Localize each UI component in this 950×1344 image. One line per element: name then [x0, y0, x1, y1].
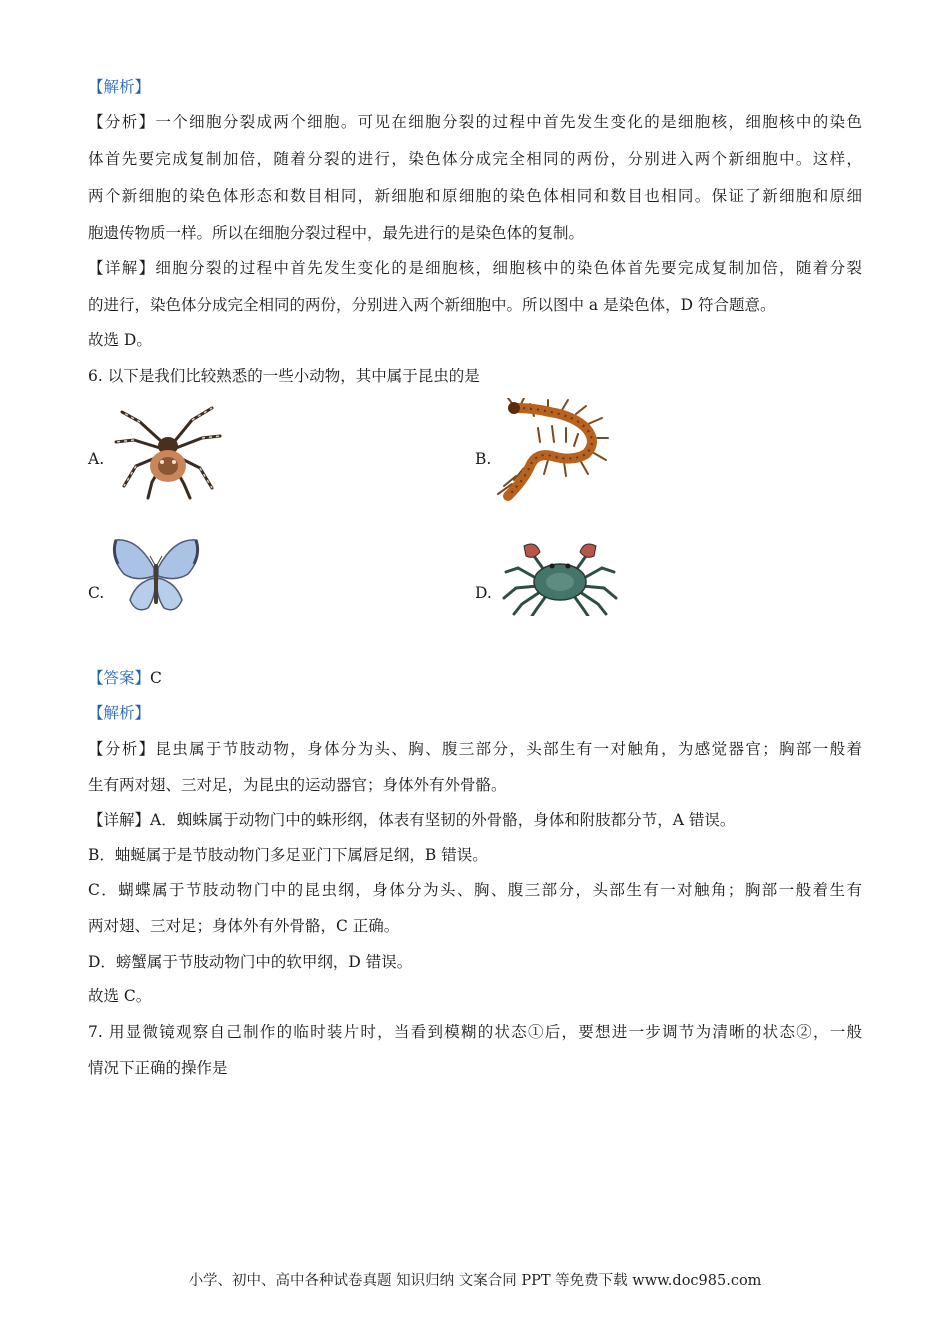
question-7-stem-line: 7. 用显微镜观察自己制作的临时装片时，当看到模糊的状态①后，要想进一步调节为清晰的状态②，一般	[88, 1023, 862, 1041]
option-d-label: D.	[475, 584, 492, 602]
detail-paragraph-line: 的进行，染色体分成完全相同的两份，分别进入两个新细胞中。所以图中 a 是染色体，D 符合题意。	[88, 296, 776, 314]
option-b-label: B.	[475, 450, 492, 468]
detail-head: 【详解】	[88, 259, 156, 277]
analysis-paragraph-line: 【分析】一个细胞分裂成两个细胞。可见在细胞分裂的过程中首先发生变化的是细胞核，细胞核中的染色	[88, 113, 862, 131]
detail-paragraph-line: D．螃蟹属于节肢动物门中的软甲纲，D 错误。	[88, 953, 413, 971]
option-a-label: A.	[88, 450, 105, 468]
analysis-tag: 【解析】	[88, 78, 151, 96]
question-6-stem: 6. 以下是我们比较熟悉的一些小动物，其中属于昆虫的是	[88, 367, 480, 385]
detail-paragraph-line: 【详解】A．蜘蛛属于动物门中的蛛形纲，体表有坚韧的外骨骼，身体和附肢都分节，A 错误。	[88, 811, 736, 829]
analysis-paragraph-line: 体首先要完成复制加倍，随着分裂的进行，染色体分成完全相同的两份，分别进入两个新细胞中。这样，	[88, 150, 862, 168]
analysis-tag: 【解析】	[88, 704, 151, 722]
spider-image	[112, 400, 224, 506]
analysis-paragraph-line: 两个新细胞的染色体形态和数目相同，新细胞和原细胞的染色体相同和数目也相同。保证了新细胞和原细	[88, 187, 862, 205]
option-c-label: C.	[88, 584, 105, 602]
question-7-stem-line: 情况下正确的操作是	[88, 1059, 228, 1077]
analysis-head: 【分析】	[88, 740, 156, 758]
analysis-paragraph-line: 胞遗传物质一样。所以在细胞分裂过程中，最先进行的是染色体的复制。	[88, 224, 585, 242]
detail-paragraph-line: 两对翅、三对足；身体外有外骨骼，C 正确。	[88, 917, 400, 935]
crab-image	[500, 540, 620, 620]
detail-head: 【详解】	[88, 811, 151, 829]
centipede-image	[494, 398, 612, 508]
butterfly-image	[108, 538, 204, 622]
conclusion: 故选 D。	[88, 331, 152, 349]
analysis-paragraph-line: 【分析】昆虫属于节肢动物，身体分为头、胸、腹三部分，头部生有一对触角，为感觉器官；胸部一般着	[88, 740, 862, 758]
analysis-head: 【分析】	[88, 113, 156, 131]
detail-paragraph-line: C．蝴蝶属于节肢动物门中的昆虫纲，身体分为头、胸、腹三部分，头部生有一对触角；胸部一般着生有	[88, 881, 862, 899]
answer-line	[88, 668, 862, 688]
conclusion: 故选 C。	[88, 987, 152, 1005]
detail-paragraph-line: B．蚰蜒属于是节肢动物门多足亚门下属唇足纲，B 错误。	[88, 846, 488, 864]
page-footer: 小学、初中、高中各种试卷真题 知识归纳 文案合同 PPT 等免费下载 www.doc985.com	[188, 1273, 762, 1289]
analysis-paragraph-line: 生有两对翅、三对足，为昆虫的运动器官；身体外有外骨骼。	[88, 776, 507, 794]
answer-tag: 【答案】	[88, 669, 151, 687]
answer-value: C	[150, 669, 162, 687]
detail-paragraph-line: 【详解】细胞分裂的过程中首先发生变化的是细胞核，细胞核中的染色体首先要完成复制加倍，随着分裂	[88, 259, 862, 277]
